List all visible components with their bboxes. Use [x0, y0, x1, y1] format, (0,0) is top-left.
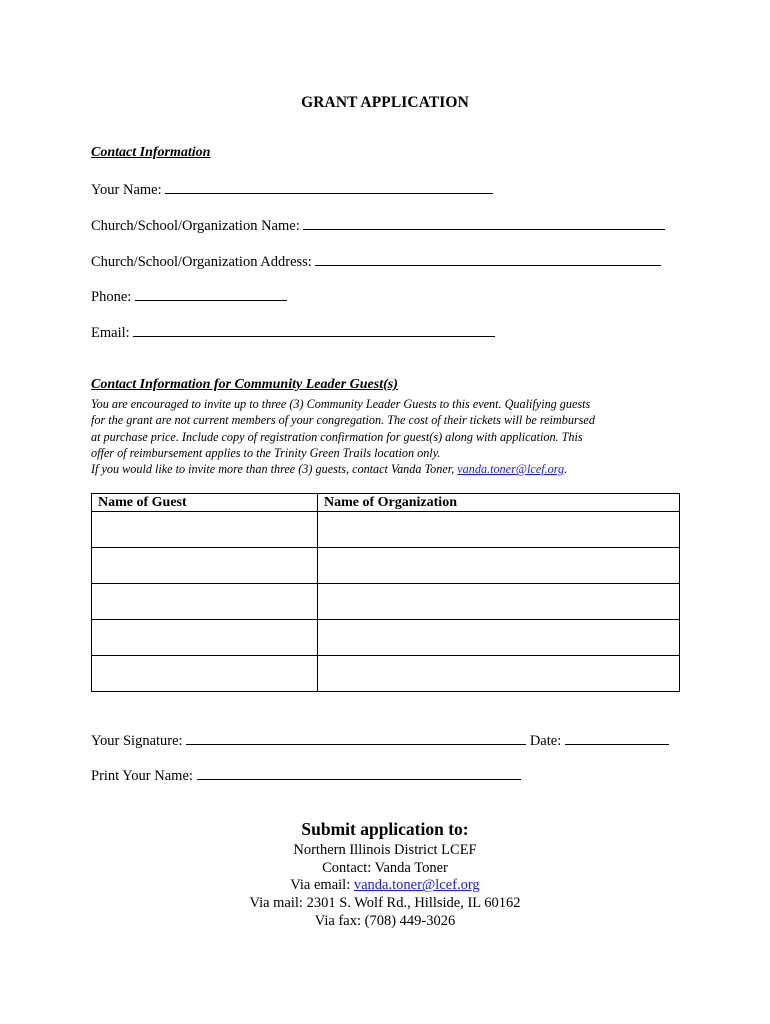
- submit-heading: Submit application to:: [301, 819, 469, 839]
- guest-org-cell[interactable]: [318, 548, 680, 584]
- org-address-row: [91, 252, 661, 271]
- table-row: [92, 620, 680, 656]
- invite-more-period: .: [564, 462, 568, 477]
- guest-name-cell[interactable]: [92, 656, 318, 692]
- signature-field[interactable]: [186, 731, 526, 745]
- submit-email-line: [0, 877, 770, 895]
- org-name-label: Church/School/Organization Name:: [91, 218, 300, 234]
- guest-org-cell[interactable]: [318, 620, 680, 656]
- your-name-row: [91, 180, 493, 199]
- print-name-label: Print Your Name:: [91, 768, 193, 784]
- guest-table: [91, 493, 680, 692]
- guest-name-cell[interactable]: [92, 512, 318, 548]
- phone-row: [91, 287, 287, 306]
- table-row: [92, 548, 680, 584]
- submit-fax: Via fax: (708) 449-3026: [314, 912, 456, 929]
- invite-more-line: [91, 461, 681, 477]
- guest-name-cell[interactable]: [92, 584, 318, 620]
- org-name-row: [91, 216, 665, 235]
- paragraph-line: for the grant are not current members of your congregation. The cost of their tickets will be reimbursed: [91, 413, 595, 428]
- signature-row: [91, 731, 669, 750]
- date-label: Date:: [529, 733, 562, 749]
- your-name-label: Your Name:: [91, 182, 162, 198]
- paragraph-line: offer of reimbursement applies to the Trinity Green Trails location only.: [91, 445, 441, 460]
- email-label: Email:: [91, 325, 130, 341]
- table-row: [92, 512, 680, 548]
- submit-contact: Contact: Vanda Toner: [322, 859, 448, 876]
- submit-org: Northern Illinois District LCEF: [293, 842, 477, 858]
- column-header-organization: Name of Organization: [318, 494, 680, 512]
- submit-details: [0, 842, 770, 931]
- submit-email-link[interactable]: vanda.toner@lcef.org: [353, 877, 480, 894]
- guest-name-cell[interactable]: [92, 548, 318, 584]
- table-row: [92, 584, 680, 620]
- org-address-field[interactable]: [315, 252, 661, 266]
- phone-field[interactable]: [135, 287, 287, 301]
- org-name-field[interactable]: [303, 216, 665, 230]
- phone-label: Phone:: [91, 289, 132, 305]
- paragraph-line: at purchase price. Include copy of registration confirmation for guest(s) along with application. This: [91, 429, 583, 444]
- guest-org-cell[interactable]: [318, 656, 680, 692]
- table-row: [92, 656, 680, 692]
- contact-info-heading: Contact Information: [91, 145, 211, 160]
- page-title: GRANT APPLICATION: [301, 94, 469, 111]
- date-field[interactable]: [565, 731, 669, 745]
- print-name-row: [91, 766, 521, 785]
- column-header-guest: Name of Guest: [92, 494, 318, 512]
- org-address-label: Church/School/Organization Address:: [91, 254, 312, 270]
- print-name-field[interactable]: [197, 766, 521, 780]
- invite-more-text: If you would like to invite more than three (3) guests, contact Vanda Toner,: [91, 462, 458, 477]
- guest-name-cell[interactable]: [92, 620, 318, 656]
- submit-mail: Via mail: 2301 S. Wolf Rd., Hillside, IL 60162: [249, 895, 521, 912]
- email-row: [91, 323, 495, 342]
- contact-email-link[interactable]: vanda.toner@lcef.org: [457, 462, 565, 477]
- email-field[interactable]: [133, 323, 495, 337]
- submit-email-label: Via email:: [290, 877, 354, 894]
- table-header-row: [92, 494, 680, 512]
- guest-info-paragraph: [91, 396, 681, 477]
- signature-label: Your Signature:: [91, 733, 183, 749]
- your-name-field[interactable]: [165, 180, 493, 194]
- paragraph-line: You are encouraged to invite up to three (3) Community Leader Guests to this event. Qualifying guests: [91, 397, 591, 411]
- guest-org-cell[interactable]: [318, 584, 680, 620]
- guest-info-heading: Contact Information for Community Leader Guest(s): [91, 377, 398, 392]
- guest-org-cell[interactable]: [318, 512, 680, 548]
